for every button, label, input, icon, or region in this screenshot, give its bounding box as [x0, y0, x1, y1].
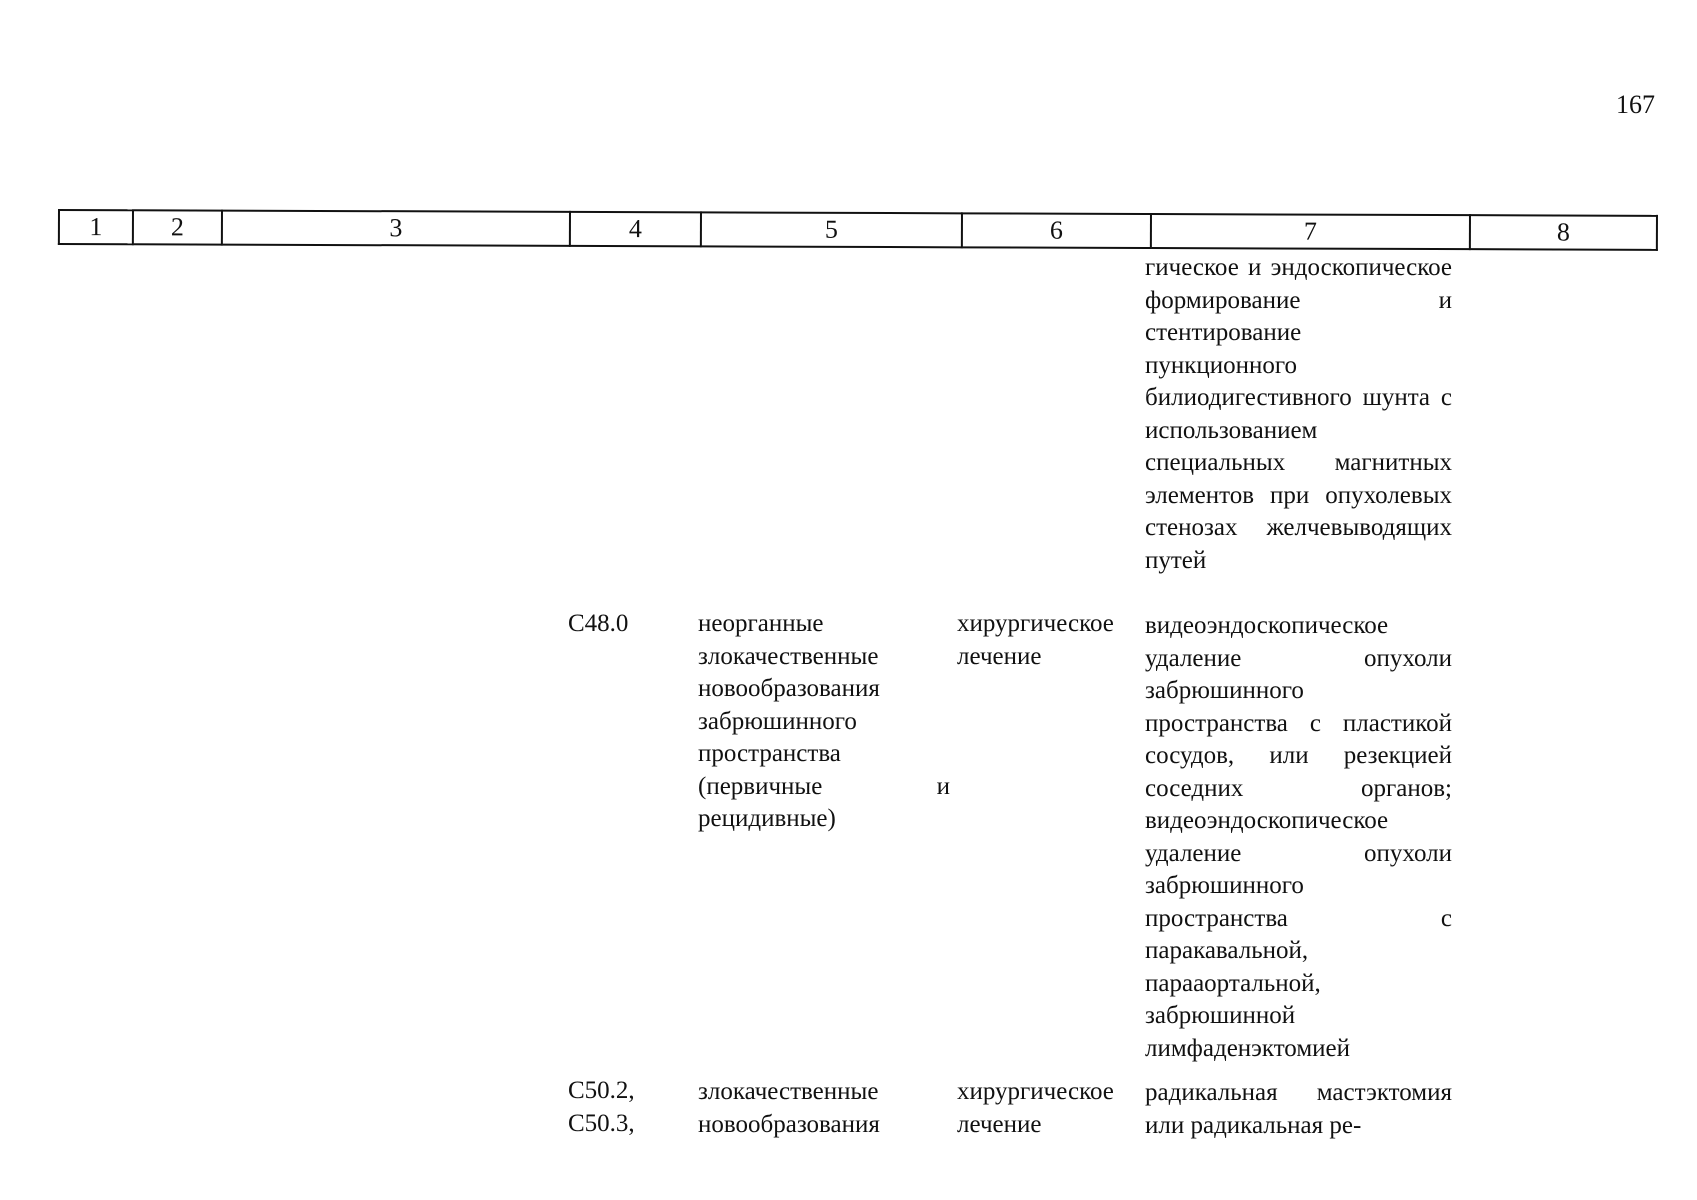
row-3-diagnosis: злокачественные новообразования	[698, 1078, 880, 1138]
column-header-4: 4	[570, 212, 701, 246]
column-header-2: 2	[133, 210, 222, 244]
row-2-treatment-type: хирургическое лечение	[957, 610, 1114, 670]
row-1-method: гическое и эндоскопическое формирование и стентирование пункционного билиодигестивного шунта с использованием специальных магнитных элементов при опухолевых стенозах желчевыводящих путей	[1145, 254, 1452, 574]
table-header-row	[59, 210, 1657, 250]
row-3-treatment-type: хирургическое лечение	[957, 1078, 1114, 1138]
column-header-1: 1	[59, 210, 133, 244]
row-2-method: видеоэндоскопическое удаление опухоли забрюшинного пространства с пластикой сосудов, или резекцией соседних органов; видеоэндоскопическое удаление опухоли забрюшинного пространства с паракавальной, парааортальной, забрюшинной лимфаденэктомией	[1145, 612, 1452, 1062]
column-header-8: 8	[1470, 215, 1657, 250]
row-2-diagnosis: неорганные злокачественные новообразования забрюшинного пространства (первичные и рецидивные)	[698, 610, 950, 832]
column-header-7: 7	[1151, 214, 1470, 249]
row-3-method: радикальная мастэктомия или радикальная ре-	[1145, 1079, 1452, 1139]
column-header-5: 5	[701, 212, 962, 247]
row-2-code: C48.0	[568, 610, 629, 637]
row-3-code: C50.2, C50.3,	[568, 1077, 635, 1137]
page-number: 167	[1616, 90, 1655, 119]
column-header-6: 6	[962, 213, 1151, 248]
column-header-3: 3	[222, 211, 570, 246]
table-header	[58, 209, 1658, 251]
